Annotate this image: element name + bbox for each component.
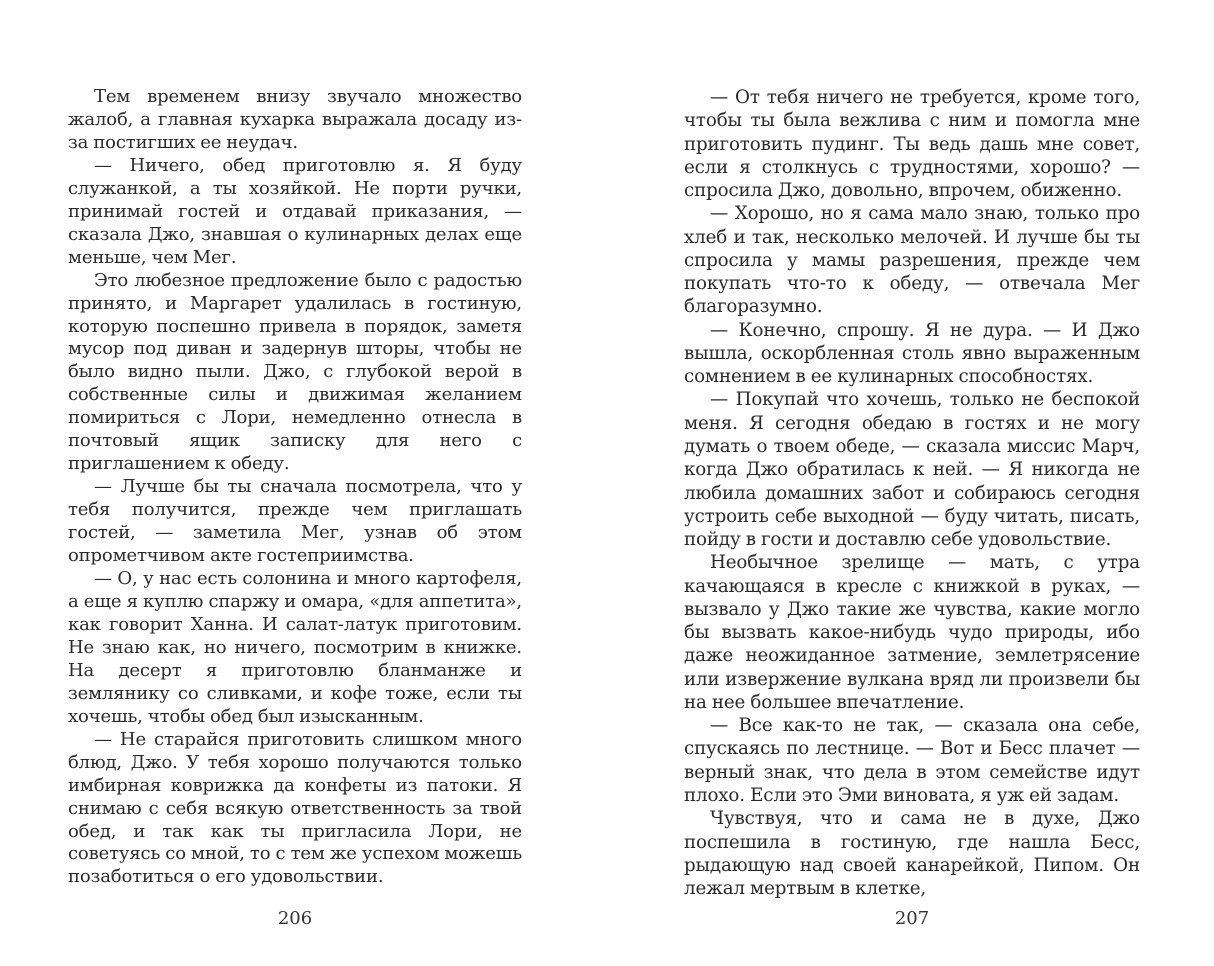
paragraph: — Все как-то не так, — сказала она себе, спускаясь по лестнице. — Вот и Бесс плачет — верный знак, что дела в этом семействе идут плохо. Если это Эми виновата, я уж ей задам. <box>684 715 1140 806</box>
page-number: 206 <box>277 908 313 929</box>
paragraph: — Лучше бы ты сначала посмотрела, что у тебя получится, прежде чем приглашать гостей, — заметила Мег, узнав об этом опрометчивом акте гостеприимства. <box>68 476 522 567</box>
left-page-text <box>68 86 522 889</box>
paragraph: Это любезное предложение было с радостью принято, и Маргарет удалилась в гостиную, которую поспешно привела в порядок, заметя мусор под диван и задернув шторы, чтобы не было видно пыли. Джо, с глубокой верой в собственные силы и движимая желанием помириться с Лори, немедленно отнесла в почтовый ящик записку для него с приглашением к обеду. <box>68 269 522 475</box>
right-page <box>684 86 1140 966</box>
paragraph: — Покупай что хочешь, только не беспокой меня. Я сегодня обедаю в гостях и не могу думать о твоем обеде, — сказала миссис Марч, когда Джо обратилась к ней. — Я никогда не любила домашних забот и собираюсь сегодня устроить себе выходной — буду читать, писать, пойду в гости и доставлю себе удовольствие. <box>684 389 1140 551</box>
paragraph: — От тебя ничего не требуется, кроме того, чтобы ты была вежлива с ним и помогла мне приготовить пудинг. Ты ведь дашь мне совет, если я столкнусь с трудностями, хорошо? — спросила Джо, довольно, впрочем, обиженно. <box>684 87 1140 202</box>
gutter <box>604 0 605 966</box>
paragraph: — О, у нас есть солонина и много картофеля, а еще я куплю спаржу и омара, «для аппетита», как говорит Ханна. И салат-латук приготовим. Не знаю как, но ничего, посмотрим в книжке. На десерт я приготовлю бланманже и землянику со сливками, и кофе тоже, если ты хочешь, чтобы обед был изысканным. <box>68 568 522 727</box>
right-page-text <box>684 86 1140 900</box>
paragraph: — Ничего, обед приготовлю я. Я буду служанкой, а ты хозяйкой. Не порти ручки, принимай гостей и отдавай приказания, — сказала Джо, знавшая о кулинарных делах еще меньше, чем Мег. <box>68 154 522 268</box>
left-page <box>68 86 522 966</box>
paragraph: — Конечно, спрошу. Я не дура. — И Джо вышла, оскорбленная столь явно выраженным сомнением в ее кулинарных способностях. <box>684 319 1140 388</box>
paragraph: Необычное зрелище — мать, с утра качающаяся в кресле с книжкой в руках, — вызвало у Джо такие же чувства, какие могло бы вызвать какое-нибудь чудо природы, ибо даже неожиданное затмение, землетрясение или извержение вулкана вряд ли произвели бы на нее большее впечатление. <box>684 552 1140 713</box>
paragraph: Чувствуя, что и сама не в духе, Джо поспешила в гостиную, где нашла Бесс, рыдающую над своей канарейкой, Пипом. Он лежал мертвым в клетке, <box>684 808 1140 900</box>
page-number: 207 <box>894 908 930 929</box>
paragraph: Тем временем внизу звучало множество жалоб, а главная кухарка выражала досаду из-за постигших ее неудач. <box>68 86 522 153</box>
paragraph: — Не старайся приготовить слишком много блюд, Джо. У тебя хорошо получаются только имбирная коврижка да конфеты из патоки. Я снимаю с себя всякую ответственность за твой обед, и так как ты пригласила Лори, не советуясь со мной, то с тем же успехом можешь позаботиться о его удовольствии. <box>68 728 522 888</box>
paragraph: — Хорошо, но я сама мало знаю, только про хлеб и так, несколько мелочей. И лучше бы ты спросила у мамы разрешения, прежде чем покупать что-то к обеду, — отвечала Мег благоразумно. <box>684 203 1140 318</box>
